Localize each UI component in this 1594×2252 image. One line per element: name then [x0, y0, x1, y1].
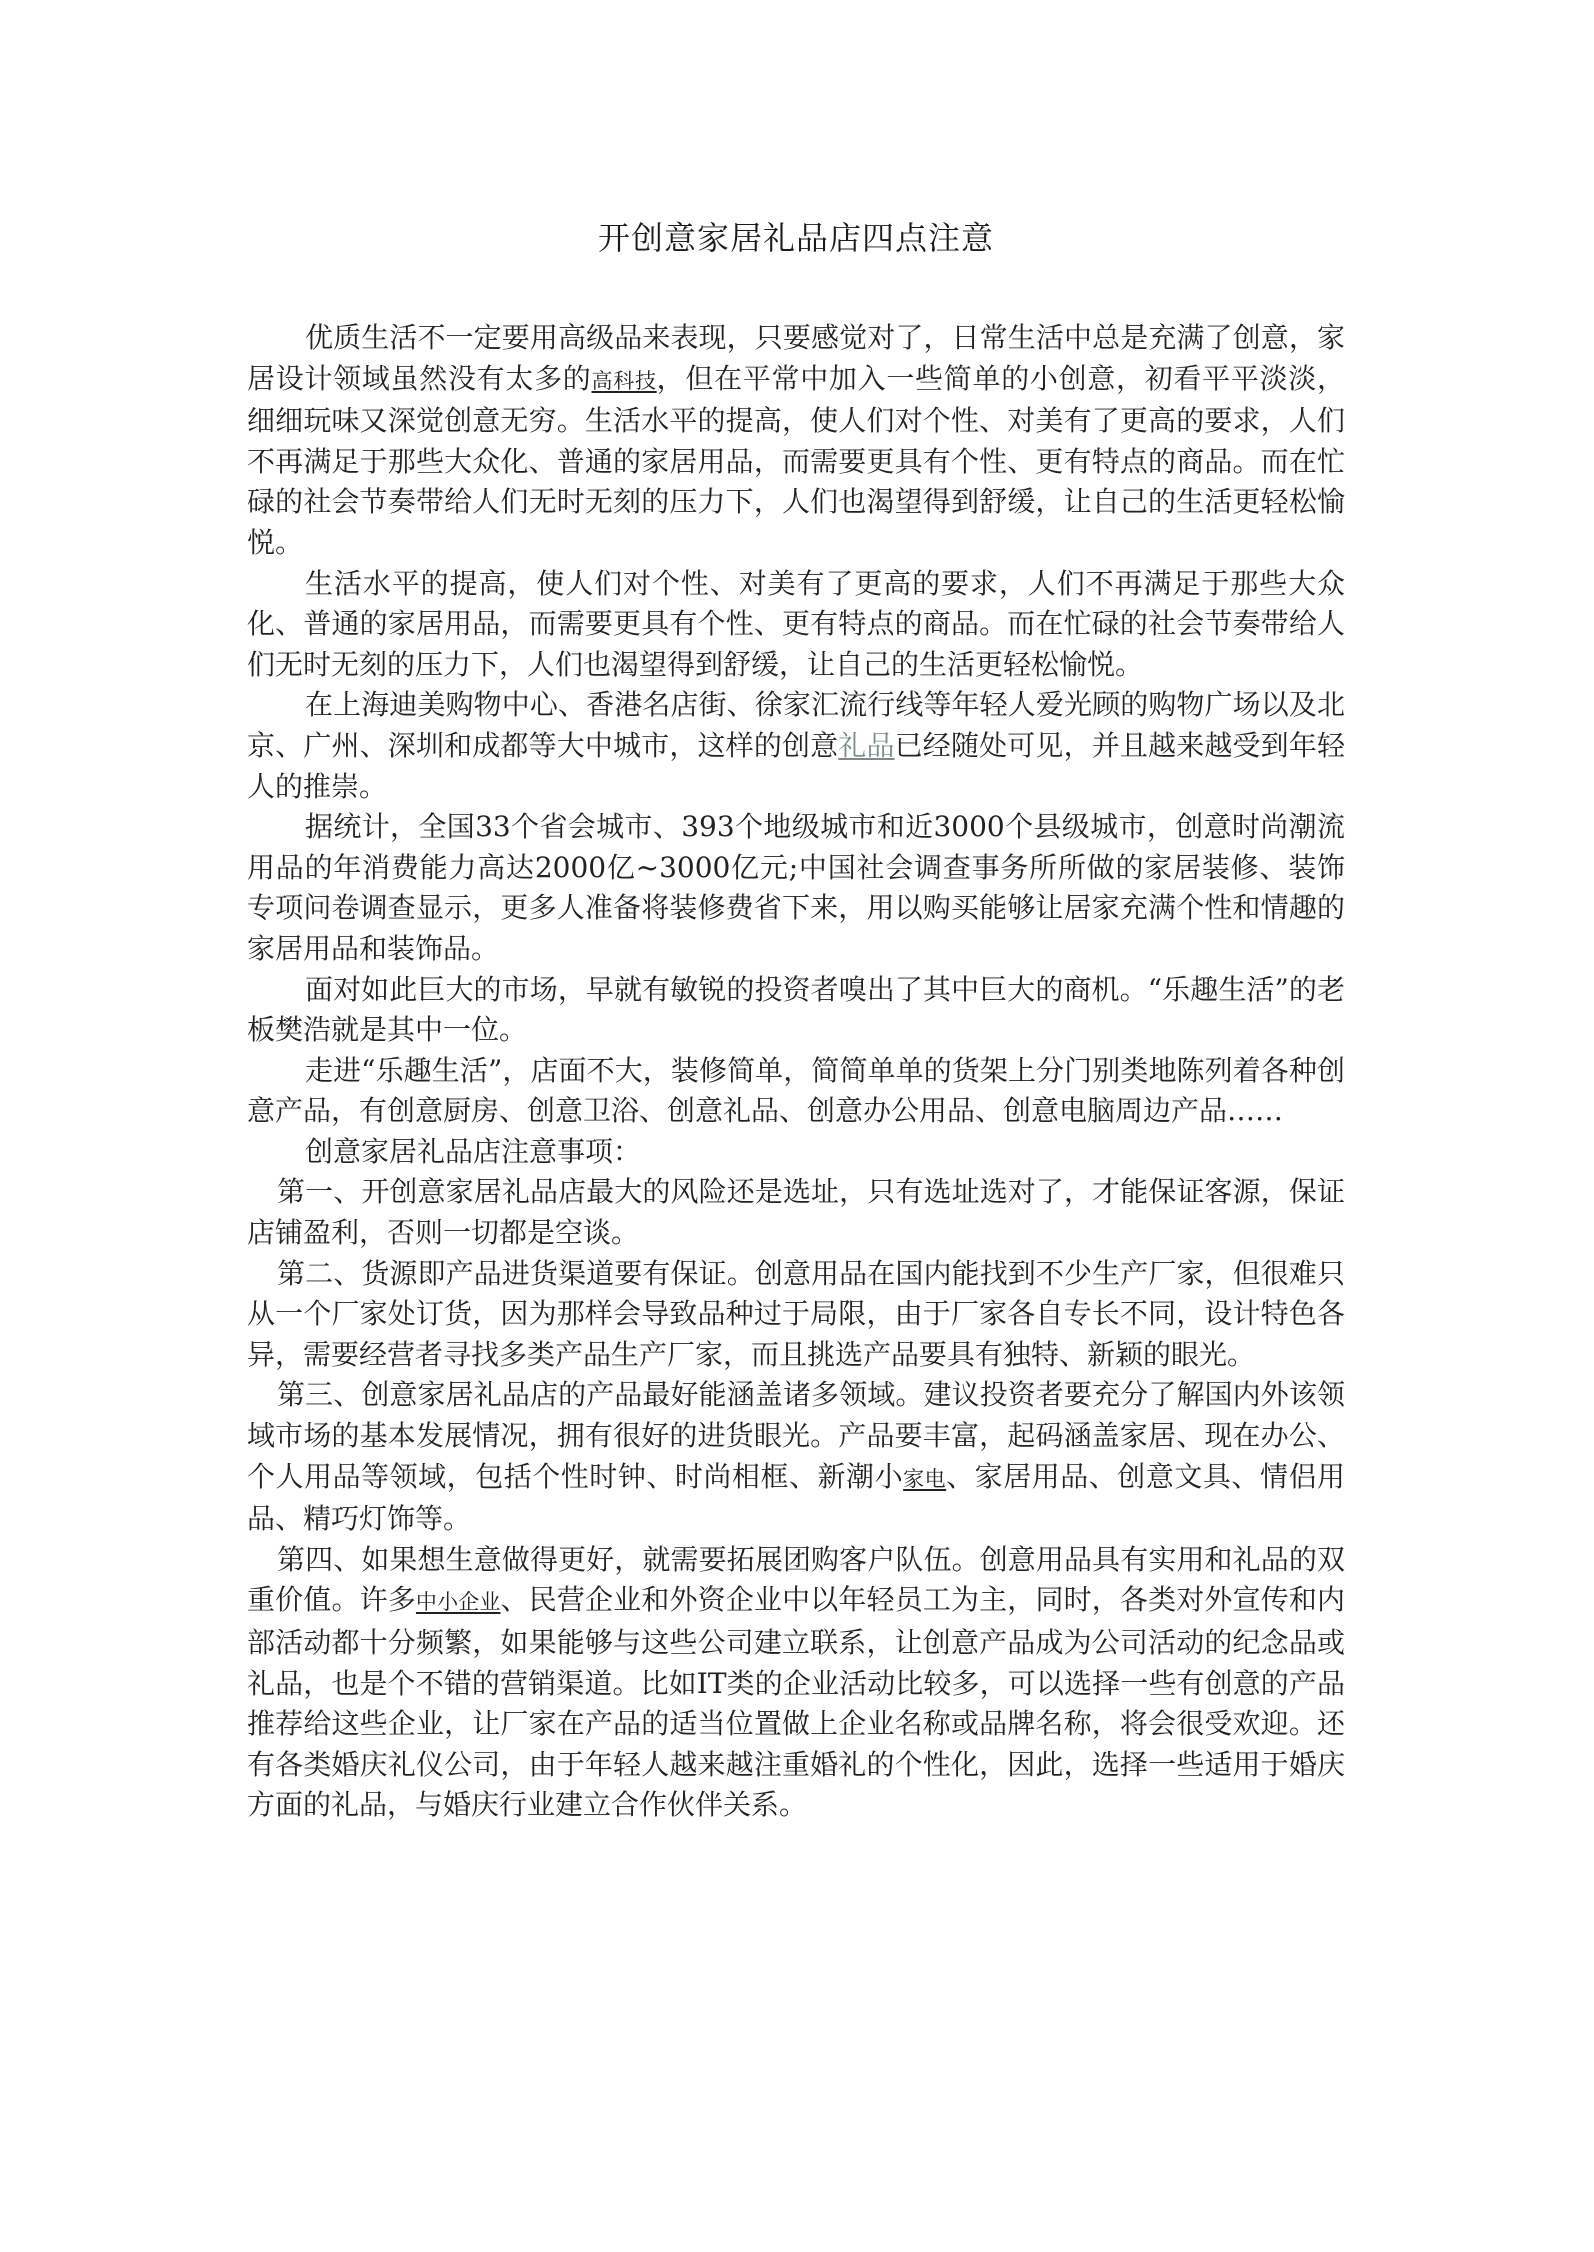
paragraph-point-4-text-a: 第四、如果想生意做得更好，就需要拓展团购客户队伍。创意用品具有实用和礼品的双重价值。许多 — [247, 1542, 1345, 1617]
paragraph-4: 据统计，全国33个省会城市、393个地级城市和近3000个县级城市，创意时尚潮流用品的年消费能力高达2000亿~3000亿元;中国社会调查事务所所做的家居装修、装饰专项问卷调查显示，更多人准备将装修费省下来，用以购买能够让居家充满个性和情趣的家居用品和装饰品。 — [247, 810, 1345, 965]
paragraph-1-text-b: ，但在平常中加入一些简单的小创意，初看平平淡淡，细细玩味又深觉创意无穷。生活水平的提高，使人们对个性、对美有了更高的要求，人们不再满足于那些大众化、普通的家居用品，而需要更具有个性、更有特点的商品。而在忙碌的社会节奏带给人们无时无刻的压力下，人们也渴望得到舒缓，让自己的生活更轻松愉悦。 — [247, 361, 1345, 559]
paragraph-6: 走进“乐趣生活”，店面不大，装修简单，简简单单的货架上分门别类地陈列着各种创意产品，有创意厨房、创意卫浴、创意礼品、创意办公用品、创意电脑周边产品…… — [247, 1053, 1345, 1128]
link-gifts[interactable]: 礼品 — [838, 728, 895, 762]
paragraph-3 — [247, 685, 1345, 807]
paragraph-point-2: 第二、货源即产品进货渠道要有保证。创意用品在国内能找到不少生产厂家，但很难只从一个厂家处订货，因为那样会导致品种过于局限，由于厂家各自专长不同，设计特色各异，需要经营者寻找多类产品生产厂家，而且挑选产品要具有独特、新颖的眼光。 — [247, 1256, 1345, 1371]
paragraph-point-1: 第一、开创意家居礼品店最大的风险还是选址，只有选址选对了，才能保证客源，保证店铺盈利，否则一切都是空谈。 — [247, 1175, 1345, 1250]
paragraph-point-4-text-b: 、民营企业和外资企业中以年轻员工为主，同时，各类对外宣传和内部活动都十分频繁，如果能够与这些公司建立联系，让创意产品成为公司活动的纪念品或礼品，也是个不错的营销渠道。比如IT类的企业活动比较多，可以选择一些有创意的产品推荐给这些企业，让厂家在产品的适当位置做上企业名称或品牌名称，将会很受欢迎。还有各类婚庆礼仪公司，由于年轻人越来越注重婚礼的个性化，因此，选择一些适用于婚庆方面的礼品，与婚庆行业建立合作伙伴关系。 — [247, 1583, 1345, 1822]
notes-heading: 创意家居礼品店注意事项： — [305, 1134, 642, 1168]
page-title: 开创意家居礼品店四点注意 — [597, 219, 994, 257]
paragraph-3-text-b: 已经随处可见，并且越来越受到年轻人的推崇。 — [247, 728, 1345, 803]
paragraph-5: 面对如此巨大的市场，早就有敏锐的投资者嗅出了其中巨大的商机。“乐趣生活”的老板樊浩就是其中一位。 — [247, 972, 1345, 1047]
paragraph-point-4 — [247, 1540, 1345, 1826]
paragraph-3-text-a: 在上海迪美购物中心、香港名店街、徐家汇流行线等年轻人爱光顾的购物广场以及北京、广州、深圳和成都等大中城市，这样的创意 — [247, 688, 1345, 762]
paragraph-point-3 — [247, 1375, 1345, 1539]
paragraph-point-3-text-a: 第三、创意家居礼品店的产品最好能涵盖诸多领域。建议投资者要充分了解国内外该领域市场的基本发展情况，拥有很好的进货眼光。产品要丰富，起码涵盖家居、现在办公、个人用品等领域，包括个性时钟、时尚相框、新潮小 — [247, 1378, 1345, 1493]
paragraph-point-3-text-b: 、家居用品、创意文具、情侣用品、精巧灯饰等。 — [247, 1459, 1345, 1536]
link-appliances[interactable]: 家电 — [903, 1466, 947, 1491]
paragraph-1-text-a: 优质生活不一定要用高级品来表现，只要感觉对了，日常生活中总是充满了创意，家居设计领域虽然没有太多的 — [247, 321, 1345, 395]
link-high-tech[interactable]: 高科技 — [591, 368, 657, 393]
document-body — [247, 318, 1345, 1826]
link-smes[interactable]: 中小企业 — [415, 1590, 501, 1615]
paragraph-1 — [247, 318, 1345, 564]
paragraph-2: 生活水平的提高，使人们对个性、对美有了更高的要求，人们不再满足于那些大众化、普通的家居用品，而需要更具有个性、更有特点的商品。而在忙碌的社会节奏带给人们无时无刻的压力下，人们也渴望得到舒缓，让自己的生活更轻松愉悦。 — [247, 566, 1345, 681]
